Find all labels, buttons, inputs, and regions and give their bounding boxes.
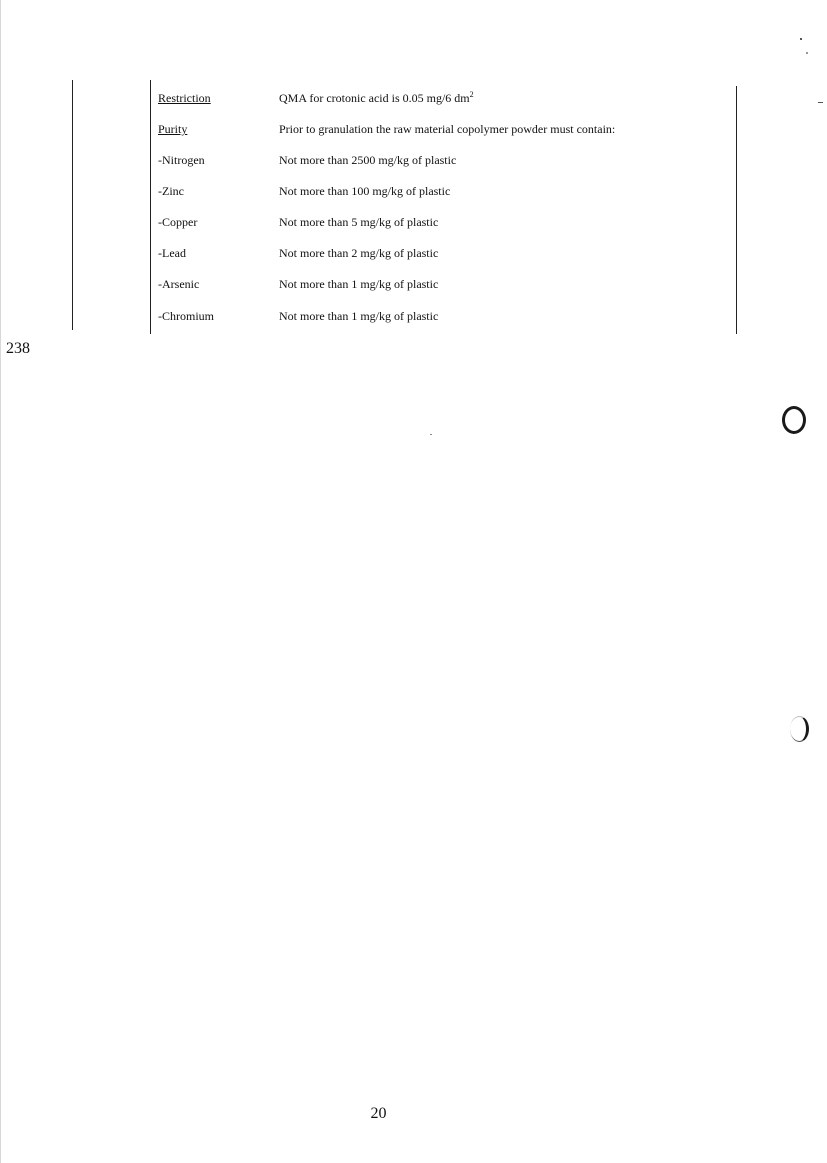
lead-limit: Not more than 2 mg/kg of plastic <box>279 246 439 260</box>
chromium-limit: Not more than 1 mg/kg of plastic <box>279 309 439 323</box>
lead-row <box>0 243 827 263</box>
page-number: 20 <box>370 1105 387 1122</box>
lead-term: -Lead <box>158 246 186 260</box>
arsenic-limit: Not more than 1 mg/kg of plastic <box>279 277 439 291</box>
chromium-row <box>0 306 827 326</box>
margin-number: 238 <box>6 340 30 357</box>
scan-speck <box>818 102 823 103</box>
scan-speck <box>430 434 432 435</box>
restriction-description: QMA for crotonic acid is 0.05 mg/6 $dm^2$ <box>279 90 474 105</box>
copper-limit: Not more than 5 mg/kg of plastic <box>279 215 439 229</box>
purity-row <box>0 119 827 139</box>
restriction-row <box>0 88 827 108</box>
punch-hole-icon <box>782 406 806 434</box>
chromium-term: -Chromium <box>158 309 214 323</box>
scan-speck <box>800 38 802 40</box>
zinc-row <box>0 181 827 201</box>
nitrogen-term: -Nitrogen <box>158 153 205 167</box>
purity-term: Purity <box>158 122 188 136</box>
copper-row <box>0 212 827 232</box>
punch-hole-icon <box>790 716 809 742</box>
scan-speck <box>806 52 808 54</box>
zinc-term: -Zinc <box>158 184 184 198</box>
restriction-term: Restriction <box>158 91 211 105</box>
page-edge <box>0 0 1 1163</box>
copper-term: -Copper <box>158 215 198 229</box>
arsenic-term: -Arsenic <box>158 277 200 291</box>
restriction-superscript: 2 <box>469 90 474 99</box>
nitrogen-limit: Not more than 2500 mg/kg of plastic <box>279 153 457 167</box>
nitrogen-row <box>0 150 827 170</box>
zinc-limit: Not more than 100 mg/kg of plastic <box>279 184 451 198</box>
arsenic-row <box>0 274 827 294</box>
purity-description: Prior to granulation the raw material copolymer powder must contain: <box>279 122 616 136</box>
